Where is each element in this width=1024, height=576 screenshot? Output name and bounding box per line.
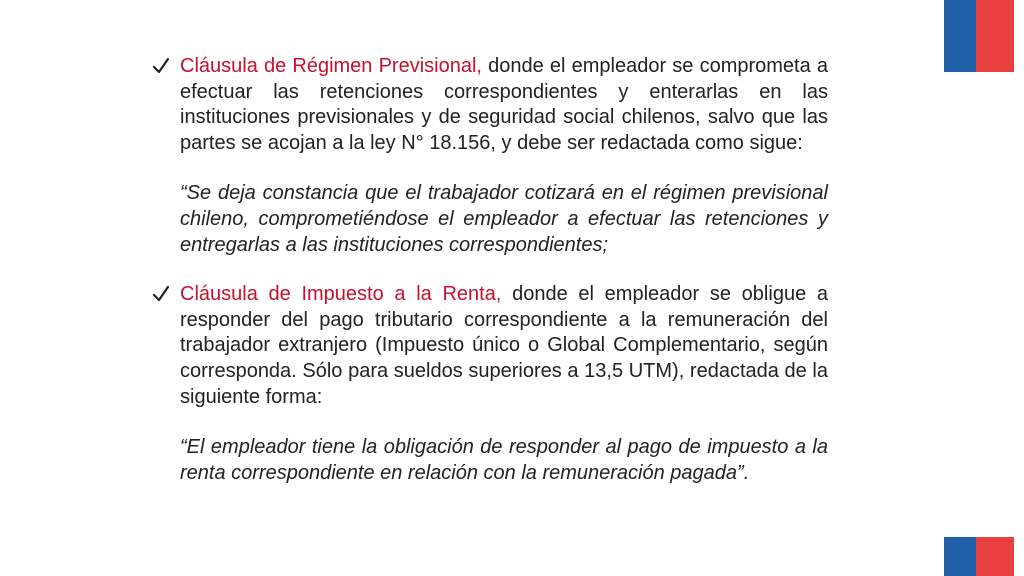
flag-blue-block — [944, 0, 976, 72]
clause-title: Cláusula de Régimen Previsional, — [180, 55, 482, 77]
clause-item — [150, 282, 828, 486]
clause-body: donde el empleador se obligue a responder del pago tributario correspondiente a la remuneración del trabajador extranjero (Impuesto único o Global Complementario, según corresponda. Sólo para sueldos superiores a 13,5 UTM), redactada de la siguiente forma: — [180, 283, 829, 408]
clause-body: donde el empleador se comprometa a efectuar las retenciones correspondientes y enterarlas en las instituciones previsionales y de seguridad social chilenos, salvo que las partes se acojan a la ley N° 18.156, y debe ser redactada como sigue: — [180, 55, 829, 154]
check-icon — [152, 56, 170, 76]
flag-stripe-bottom — [944, 537, 1014, 576]
slide-content — [150, 54, 828, 486]
flag-stripe-top — [944, 0, 1014, 72]
flag-red-block — [976, 0, 1014, 72]
clause-item — [150, 54, 828, 258]
clause-paragraph — [180, 282, 828, 410]
flag-blue-block — [944, 537, 976, 576]
flag-red-block — [976, 537, 1014, 576]
check-icon — [152, 284, 170, 304]
clause-quote: “El empleador tiene la obligación de responder al pago de impuesto a la renta correspondiente en relación con la remuneración pagada”. — [180, 436, 828, 484]
clause-title: Cláusula de Impuesto a la Renta, — [180, 283, 502, 306]
clause-paragraph — [180, 54, 828, 156]
clause-quote: “Se deja constancia que el trabajador cotizará en el régimen previsional chileno, comprometiéndose el empleador a efectuar las retenciones y entregarlas a las instituciones correspondientes; — [180, 182, 828, 256]
